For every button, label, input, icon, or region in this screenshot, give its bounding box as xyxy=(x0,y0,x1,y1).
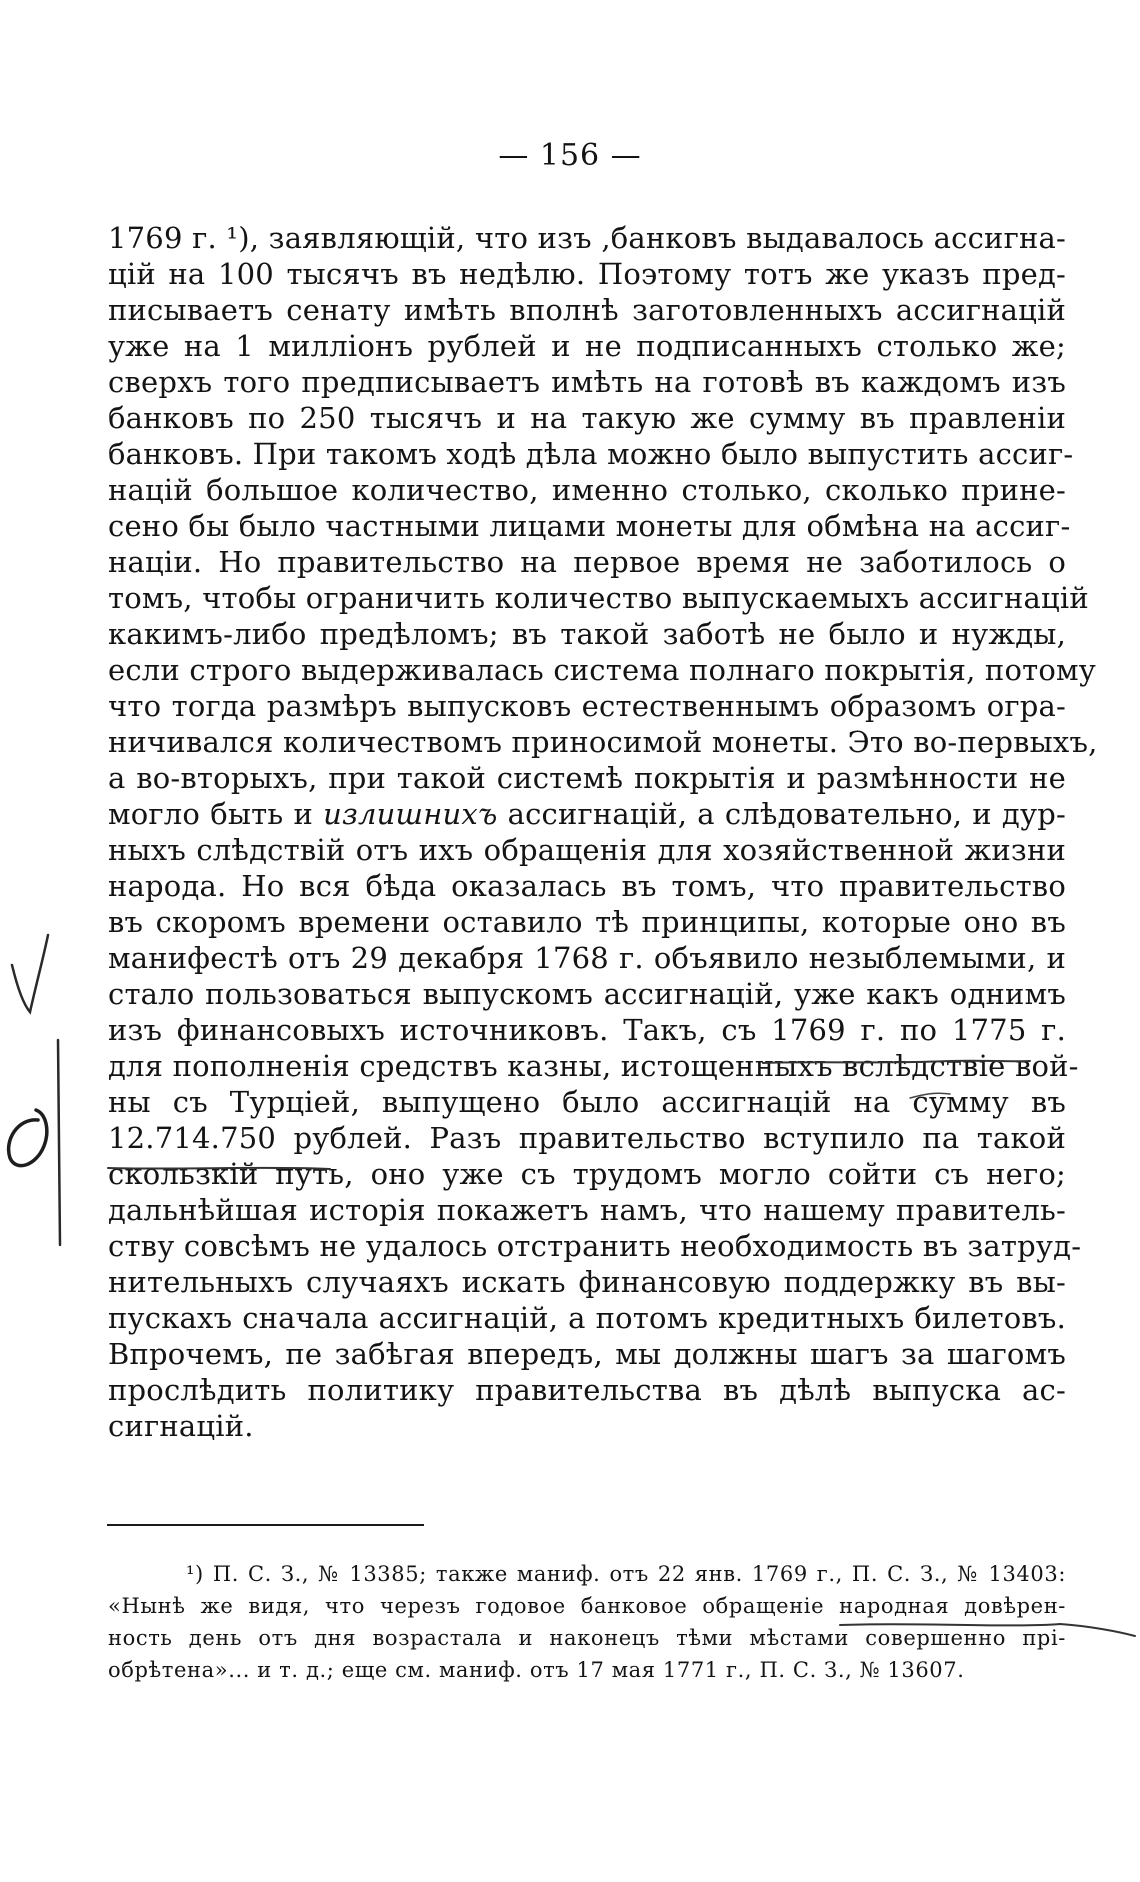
text-segment: ассигнацій, а слѣдовательно, и дур- xyxy=(497,797,1066,831)
text-line: а во-вторыхъ, при такой системѣ покрытія и размѣнности не xyxy=(108,761,1066,795)
text-line: народа. Но вся бѣда оказалась въ томъ, что правительство xyxy=(108,869,1066,903)
underline-vsledstvie xyxy=(910,1093,950,1098)
footnote-line: обрѣтена»... и т. д.; еще см. маниф. отъ 17 мая 1771 г., П. С. З., № 13607. xyxy=(108,1658,965,1682)
text-line: изъ финансовыхъ источниковъ. Такъ, съ 1769 г. по 1775 г. xyxy=(108,1013,1066,1047)
italic-word: излишнихъ xyxy=(323,797,498,831)
text-line: писываетъ сенату имѣть вполнѣ заготовленныхъ ассигнацій xyxy=(108,293,1066,327)
text-line: націй большое количество, именно столько, сколько принe- xyxy=(108,473,1066,507)
text-line: сверхъ того предписываетъ имѣть на готовѣ въ каждомъ изъ xyxy=(108,365,1066,399)
text-line: ныхъ слѣдствій отъ ихъ обращенія для хозяйственной жизни xyxy=(108,833,1066,867)
text-line: 1769 г. ¹), заявляющій, что изъ ,банковъ выдавалось ассигна- xyxy=(108,221,1066,255)
text-line: стало пользоваться выпускомъ ассигнацій, уже какъ однимъ xyxy=(108,977,1066,1011)
underline-1769-1775 xyxy=(763,1061,1030,1063)
text-line: банковъ по 250 тысячъ и на такую же сумму въ правленіи xyxy=(108,401,1066,435)
text-line: уже на 1 милліонъ рублей и не подписанныхъ столько же; xyxy=(108,329,1066,363)
text-line: пускахъ сначала ассигнацій, а потомъ кредитныхъ билетовъ. xyxy=(108,1301,1066,1335)
text-line: томъ, чтобы ограничить количество выпускаемыхъ ассигнацій xyxy=(108,581,1089,615)
text-line: дальнѣйшая исторія покажетъ намъ, что нашему правитель- xyxy=(108,1193,1066,1227)
text-line: ничивался количествомъ приносимой монеты. Это во-первыхъ, xyxy=(108,725,1098,759)
text-line: Впрочемъ, пе забѣгая впередъ, мы должны шагъ за шагомъ xyxy=(108,1337,1066,1371)
text-line: 12.714.750 рублей. Разъ правительство вступило па такой xyxy=(108,1121,1066,1155)
underline-sum xyxy=(108,1168,330,1169)
text-line: банковъ. При такомъ ходѣ дѣла можно было выпустить ассиг- xyxy=(108,437,1074,471)
text-line: націи. Но правительство на первое время не заботилось о xyxy=(108,545,1066,579)
text-line: скользкій путь, оно уже съ трудомъ могло сойти съ него; xyxy=(108,1157,1066,1191)
text-line: прослѣдить политику правительства въ дѣлѣ выпуска ас- xyxy=(108,1373,1066,1407)
page-number: — 156 — xyxy=(498,138,642,173)
text-line: ству совсѣмъ не удалось отстранить необходимость въ затруд- xyxy=(108,1229,1082,1263)
footnote-line: «Нынѣ же видя, что черезъ годовое банковое обращеніе народная довѣрен- xyxy=(108,1594,1066,1618)
text-line: цій на 100 тысячъ въ недѣлю. Поэтому тотъ же указъ пред- xyxy=(108,257,1066,291)
footnote-line: ность день отъ дня возрастала и наконецъ тѣми мѣстами совершенно прі- xyxy=(108,1626,1066,1650)
text-line: какимъ-либо предѣломъ; въ такой заботѣ не было и нужды, xyxy=(108,617,1066,651)
text-line: въ скоромъ времени оставило тѣ принципы, которые оно въ xyxy=(108,905,1066,939)
text-line: манифестѣ отъ 29 декабря 1768 г. объявило незыблемыми, и xyxy=(108,941,1066,975)
text-line: для пополненія средствъ казны, истощенныхъ вслѣдствіе вой- xyxy=(108,1049,1079,1083)
text-line: нительныхъ случаяхъ искать финансовую поддержку въ вы- xyxy=(108,1265,1066,1299)
text-line: что тогда размѣръ выпусковъ естественнымъ образомъ огра- xyxy=(108,689,1066,723)
text-segment: могло быть и xyxy=(108,797,324,831)
text-line: сигнацій. xyxy=(108,1409,254,1443)
text-line: ны съ Турціей, выпущено было ассигнацій на сумму въ xyxy=(108,1085,1066,1119)
footnote-line: ¹) П. С. З., № 13385; также маниф. отъ 22 янв. 1769 г., П. С. З., № 13403: xyxy=(186,1562,1066,1586)
underline-footnote xyxy=(840,1624,1135,1636)
text-line: если строго выдерживалась система полнаго покрытія, потому xyxy=(108,653,1097,687)
text-line: сено бы было частными лицами монеты для обмѣна на ассиг- xyxy=(108,509,1071,543)
